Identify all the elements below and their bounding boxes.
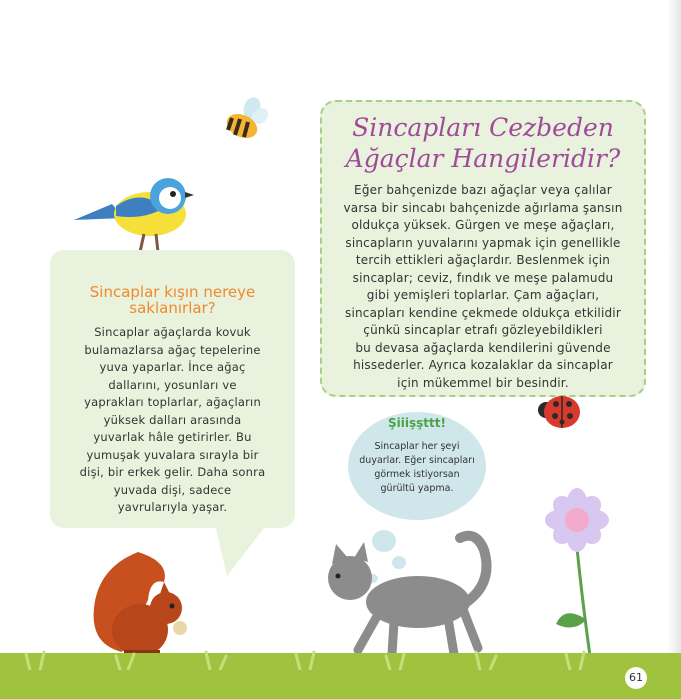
info-line: hissederler. Ayrıca kozalaklar da sincaplar: [353, 358, 613, 372]
squirrel-line: yumuşak yuvalara sırayla bir: [86, 447, 259, 462]
squirrel-title-line1: Sincaplar kışın nereye: [89, 283, 256, 301]
info-line: sincapların yuvalarını yapmak için genellikle: [345, 235, 621, 250]
cat-icon: [318, 524, 494, 660]
speech-tail: [215, 524, 267, 576]
squirrel-info-body: [68, 324, 277, 517]
grass-blades: [0, 646, 681, 670]
info-line: tercih ettikleri ağaçlardır. Beslenmek için: [355, 253, 611, 267]
squirrel-line: yavrularıyla yaşar.: [117, 500, 228, 514]
thought-line: gürültü yapma.: [380, 483, 454, 494]
info-line: Eğer bahçenizde bazı ağaçlar veya çalılar: [354, 183, 612, 197]
info-box: [320, 100, 646, 397]
thought-line: duyarlar. Eğer sincapları: [359, 455, 475, 466]
thought-body: [348, 440, 486, 496]
squirrel-info-box: [50, 250, 295, 528]
info-line: çünkü sincaplar etrafı gözleyebildikleri: [363, 323, 603, 337]
info-title-line2: Ağaçlar Hangileridir?: [345, 144, 621, 173]
info-line: için mükemmel bir besindir.: [397, 375, 569, 390]
bird-icon: [72, 170, 196, 256]
squirrel-line: Sincaplar ağaçlarda kovuk: [94, 325, 251, 339]
squirrel-line: dişi, bir erkek gelir. Daha sonra: [79, 465, 266, 479]
info-line: sincaplar; ceviz, fındık ve meşe palamudu: [352, 270, 614, 285]
info-title-line1: Sincapları Cezbeden: [352, 113, 614, 142]
thought-line: görmek istiyorsan: [374, 469, 460, 480]
flower-icon: [544, 488, 614, 658]
thought-line: Sincaplar her şeyi: [374, 441, 460, 452]
info-body: [338, 182, 628, 392]
info-title: [322, 112, 644, 174]
squirrel-line: dallarını, yosunları ve: [108, 377, 237, 392]
thought-title: Şiiişşttt!: [388, 416, 446, 430]
info-line: bu devasa ağaçlarda kendilerini güvende: [355, 340, 611, 355]
squirrel-icon: [88, 548, 192, 660]
squirrel-info-title: [50, 284, 295, 316]
bee-icon: [220, 96, 272, 144]
info-line: gibi yemişleri toplarlar. Çam ağaçları,: [366, 288, 600, 302]
info-line: oldukça yüksek. Gürgen ve meşe ağaçları,: [351, 218, 615, 232]
squirrel-line: yuva yaparlar. İnce ağaç: [99, 360, 246, 374]
squirrel-line: yuvada dişi, sadece: [113, 482, 232, 497]
squirrel-line: yaprakları toplarlar, ağaçların: [84, 395, 261, 409]
squirrel-title-line2: saklanırlar?: [129, 299, 216, 317]
squirrel-line: yüksek dalları arasında: [103, 412, 242, 427]
squirrel-line: bulamazlarsa ağaç tepelerine: [84, 342, 261, 357]
page-fold-shadow: [667, 0, 681, 699]
info-line: sincapları kendine çekmede oldukça etkilidir: [345, 305, 621, 320]
ladybug-icon: [536, 392, 582, 432]
page-number: 61: [625, 667, 647, 689]
info-line: varsa bir sincabı bahçenizde ağırlama şansın: [343, 200, 623, 215]
squirrel-line: yuvarlak hâle getirirler. Bu: [93, 430, 252, 444]
